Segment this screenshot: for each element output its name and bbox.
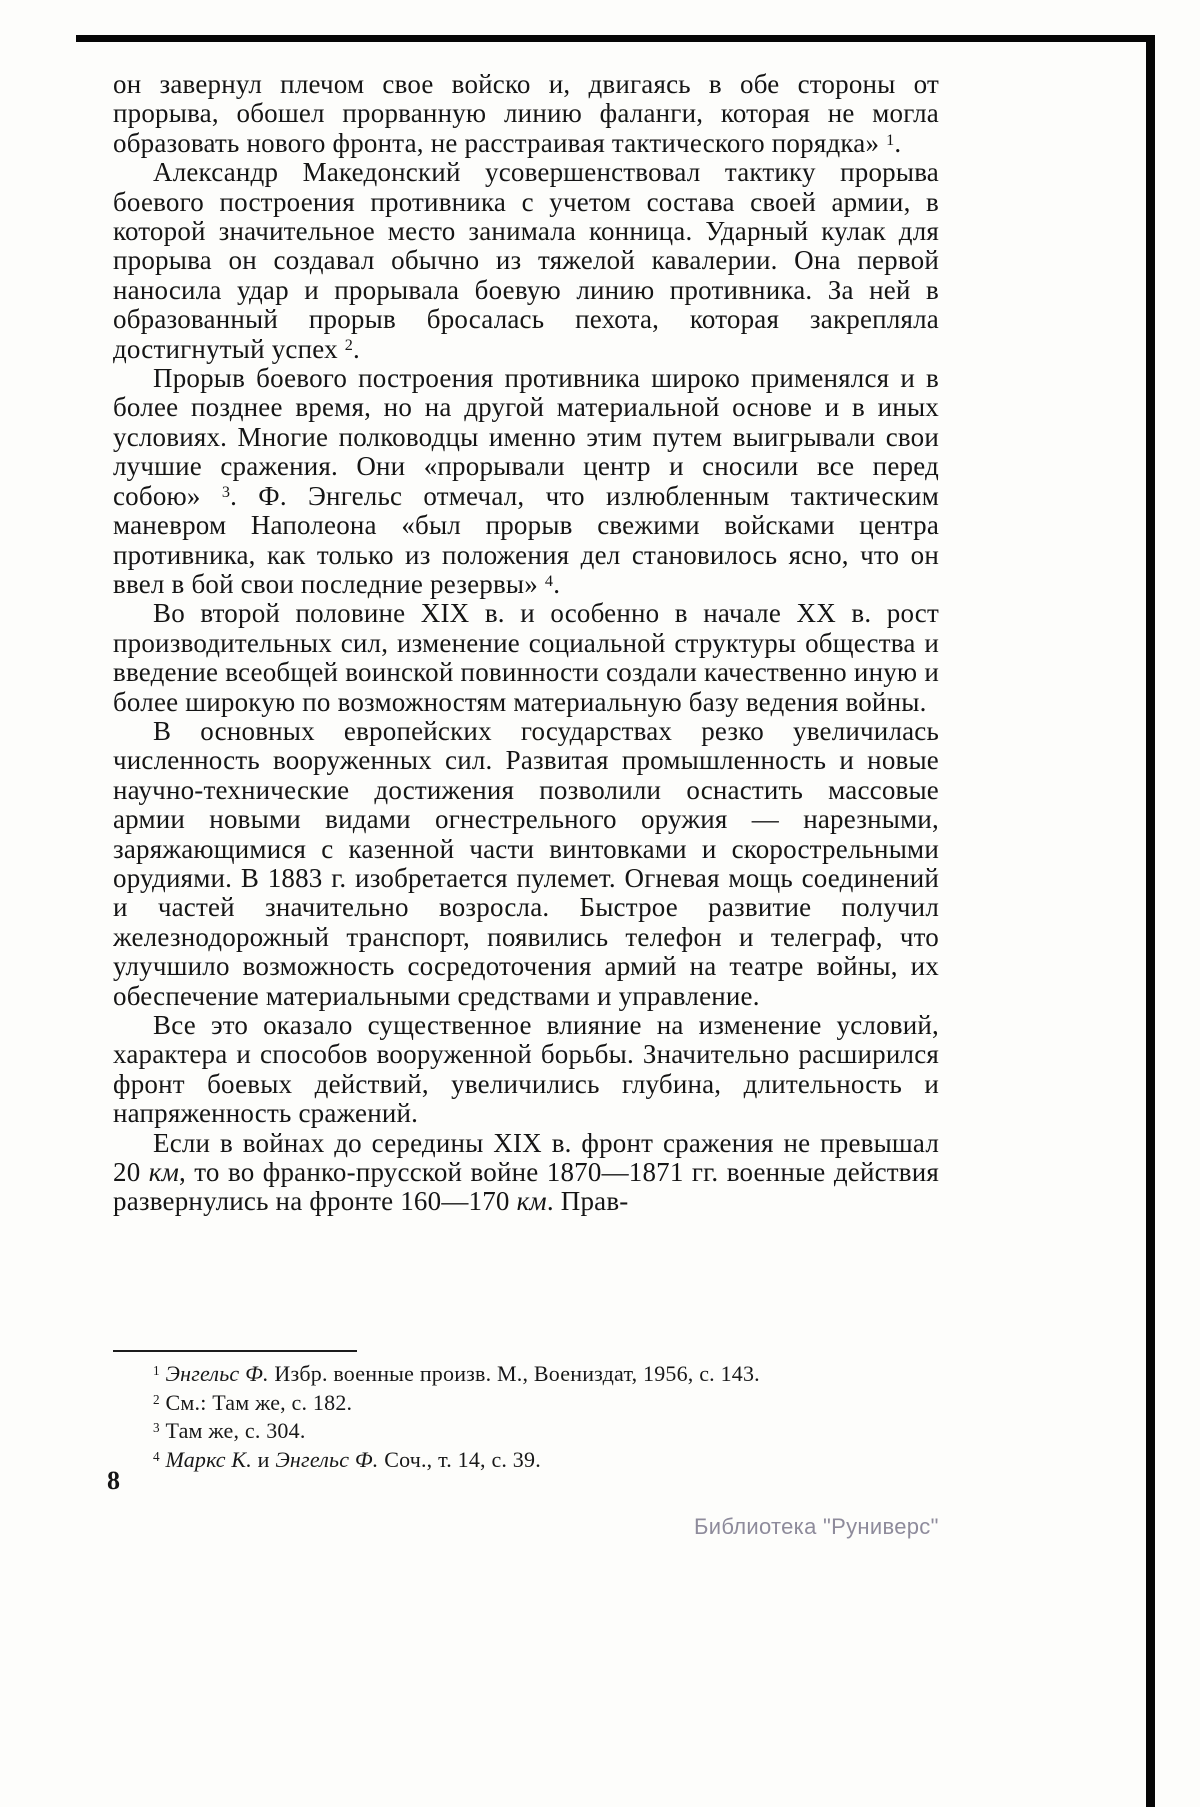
paragraph: Прорыв боевого построения противника широко применялся и в более позднее время, но на другой материальной основе и в иных условиях. Многие полководцы именно этим путем выигрывали свои лучшие сражения. Они «прорывали центр и сносили все перед собою» $^3$. Ф. Энгельс отмечал, что излюбленным тактическим маневром Наполеона «был прорыв свежими войсками центра противника, как только из положения дел становилось ясно, что он ввел в бой свои последние резервы» $^4$. <box>113 363 939 599</box>
watermark: Библиотека "Руниверс" <box>694 1514 939 1539</box>
footnote: $^1$ Энгельс Ф. Избр. военные произв. М., Воениздат, 1956, с. 143. <box>153 1361 760 1386</box>
paragraph: Все это оказало существенное влияние на изменение условий, характера и способов вооруженной борьбы. Значительно расширился фронт боевых действий, увеличились глубина, длительность и напряженность сражений. <box>113 1010 939 1129</box>
footnote: $^4$ Маркс К. и Энгельс Ф. Соч., т. 14, с. 39. <box>153 1446 541 1472</box>
paragraph: Александр Македонский усовершенствовал тактику прорыва боевого построения противника с учетом состава своей армии, в которой значительное место занимала конница. Ударный кулак для прорыва он создавал обычно из тяжелой кавалерии. Она первой наносила удар и прорывала боевую линию противника. За ней в образованный прорыв бросалась пехота, которая закрепляла достигнутый успех $^2$. <box>113 157 939 364</box>
footnote: $^3$ Там же, с. 304. <box>153 1418 306 1443</box>
paragraph: Во второй половине XIX в. и особенно в начале XX в. рост производительных сил, изменение социальной структуры общества и введение всеобщей воинской повинности создали качественно иную и более широкую по возможностям материальную базу ведения войны. <box>113 598 939 717</box>
scan-border-right <box>1146 35 1155 1807</box>
scan-border-top <box>76 35 1154 42</box>
footnote-separator <box>113 1350 357 1352</box>
paragraph: Если в войнах до середины XIX в. фронт сражения не превышал 20 км, то во франко-прусской войне 1870—1871 гг. военные действия развернулись на фронте 160—170 км. Прав- <box>113 1127 939 1217</box>
paragraph: В основных европейских государствах резко увеличилась численность вооруженных сил. Развитая промышленность и новые научно-технические достижения позволили оснастить массовые армии новыми видами огнестрельного оружия — нарезными, заряжающимися с казенной части винтовками и скорострельными орудиями. В 1883 г. изобретается пулемет. Огневая мощь соединений и частей значительно возросла. Быстрое развитие получил железнодорожный транспорт, появились телефон и телеграф, что улучшило возможность сосредоточения армий на театре войны, их обеспечение материальными средствами и управление. <box>113 715 939 1011</box>
body-text <box>113 70 939 1342</box>
footnote: $^2$ См.: Там же, с. 182. <box>153 1389 353 1415</box>
page-number: 8 <box>107 1466 120 1495</box>
footnotes <box>113 1360 939 1474</box>
paragraph: он завернул плечом свое войско и, двигаясь в обе стороны от прорыва, обошел прорванную линию фаланги, которая не могла образовать нового фронта, не расстраивая тактического порядка» $^1$. <box>113 70 939 158</box>
